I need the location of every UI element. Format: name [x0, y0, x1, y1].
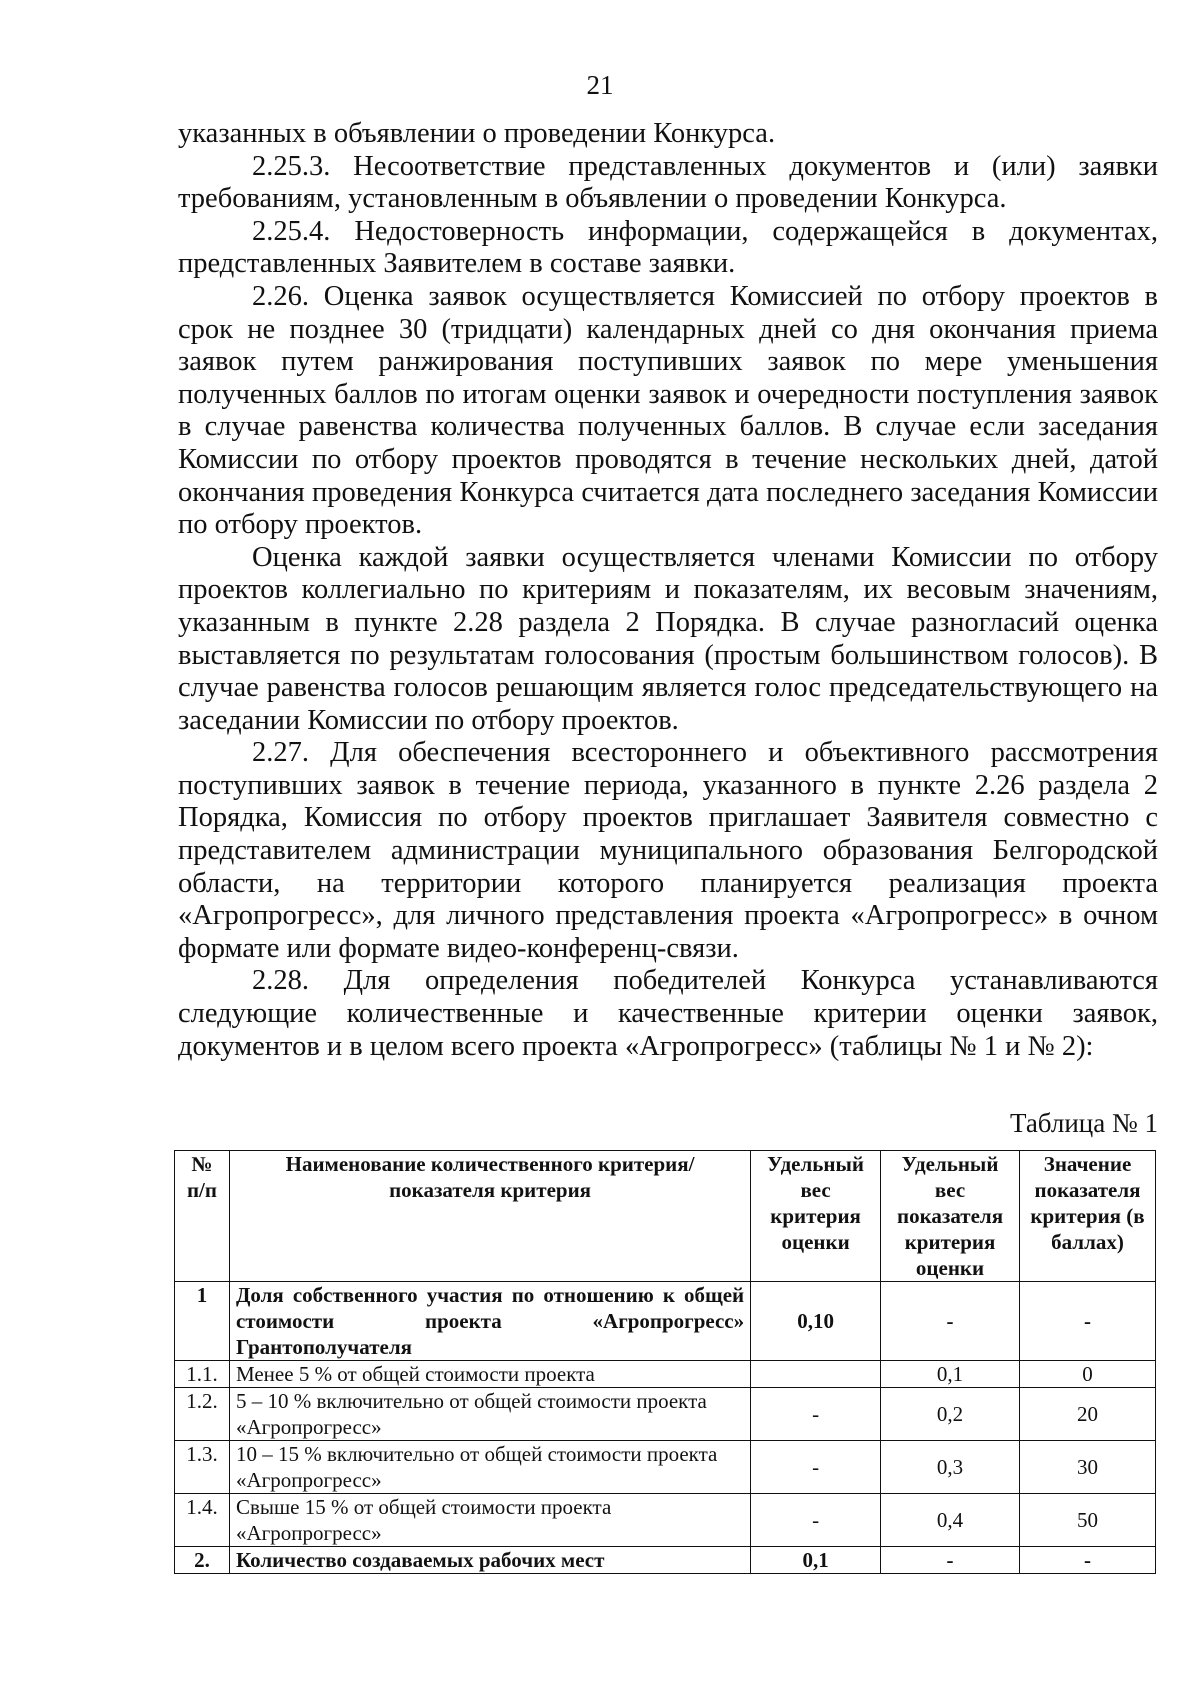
table-row [175, 1388, 1156, 1441]
row-score: 30 [1020, 1441, 1156, 1494]
row-indicator-weight: 0,4 [881, 1494, 1020, 1547]
table-caption: Таблица № 1 [1010, 1108, 1158, 1138]
table-header-row [175, 1151, 1156, 1282]
row-criterion-name: Количество создаваемых рабочих мест [229, 1547, 750, 1574]
row-indicator-weight: - [881, 1547, 1020, 1574]
row-criterion-weight: - [751, 1388, 881, 1441]
header-score: Значение показателя критерия (в баллах) [1020, 1151, 1156, 1282]
paragraph: 2.28. Для определения победителей Конкурса устанавливаются следующие количественные и качественные критерии оценки заявок, документов и в целом всего проекта «Агропрогресс» (таблицы № 1 и № 2): [178, 965, 1158, 1062]
row-number: 1.3. [175, 1441, 230, 1494]
header-criterion-name: Наименование количественного критерия/показателя критерия [229, 1151, 750, 1282]
header-criterion-weight: Удельный вес критерия оценки [751, 1151, 881, 1282]
row-criterion-name: Свыше 15 % от общей стоимости проекта «Агропрогресс» [229, 1494, 750, 1547]
row-indicator-weight: 0,1 [881, 1361, 1020, 1388]
row-number: 1 [175, 1282, 230, 1361]
table-row [175, 1361, 1156, 1388]
criteria-table [174, 1150, 1156, 1574]
row-number: 1.4. [175, 1494, 230, 1547]
table-row [175, 1441, 1156, 1494]
row-score: - [1020, 1547, 1156, 1574]
table-row [175, 1547, 1156, 1574]
paragraph: 2.25.4. Недостоверность информации, содержащейся в документах, представленных Заявителем в составе заявки. [178, 215, 1158, 280]
row-criterion-name: 10 – 15 % включительно от общей стоимости проекта «Агропрогресс» [229, 1441, 750, 1494]
paragraph: указанных в объявлении о проведении Конкурса. [178, 118, 776, 149]
paragraph: 2.25.3. Несоответствие представленных документов и (или) заявки требованиям, установленным в объявлении о проведении Конкурса. [178, 150, 1158, 215]
paragraph: 2.26. Оценка заявок осуществляется Комиссией по отбору проектов в срок не позднее 30 (тридцати) календарных дней со дня окончания приема заявок путем ранжирования поступивших заявок по мере уменьшения полученных баллов по итогам оценки заявок и очередности поступления заявок в случае равенства количества полученных баллов. В случае если заседания Комиссии по отбору проектов проводятся в течение нескольких дней, датой окончания проведения Конкурса считается дата последнего заседания Комиссии по отбору проектов. [178, 280, 1158, 541]
page-number: 21 [586, 70, 614, 100]
row-criterion-weight: - [751, 1441, 881, 1494]
row-indicator-weight: - [881, 1282, 1020, 1361]
row-score: - [1020, 1282, 1156, 1361]
row-score: 0 [1020, 1361, 1156, 1388]
paragraph: 2.27. Для обеспечения всестороннего и объективного рассмотрения поступивших заявок в течение периода, указанного в пункте 2.26 раздела 2 Порядка, Комиссия по отбору проектов приглашает Заявителя совместно с представителем администрации муниципального образования Белгородской области, на территории которого планируется реализация проекта «Агропрогресс», для личного представления проекта «Агропрогресс» в очном формате или формате видео-конференц-связи. [178, 737, 1158, 964]
row-criterion-name: 5 – 10 % включительно от общей стоимости проекта «Агропрогресс» [229, 1388, 750, 1441]
header-number: № п/п [175, 1151, 230, 1282]
row-criterion-weight: - [751, 1494, 881, 1547]
document-body [178, 118, 1158, 1063]
row-score: 50 [1020, 1494, 1156, 1547]
row-number: 1.2. [175, 1388, 230, 1441]
row-score: 20 [1020, 1388, 1156, 1441]
row-criterion-name: Доля собственного участия по отношению к общей стоимости проекта «Агропрогресс» Грантополучателя [229, 1282, 750, 1361]
row-indicator-weight: 0,2 [881, 1388, 1020, 1441]
paragraph: Оценка каждой заявки осуществляется членами Комиссии по отбору проектов коллегиально по критериям и показателям, их весовым значениям, указанным в пункте 2.28 раздела 2 Порядка. В случае разногласий оценка выставляется по результатам голосования (простым большинством голосов). В случае равенства голосов решающим является голос председательствующего на заседании Комиссии по отбору проектов. [178, 541, 1158, 736]
row-criterion-name: Менее 5 % от общей стоимости проекта [229, 1361, 750, 1388]
row-number: 1.1. [175, 1361, 230, 1388]
row-criterion-weight: 0,10 [751, 1282, 881, 1361]
row-indicator-weight: 0,3 [881, 1441, 1020, 1494]
row-number: 2. [175, 1547, 230, 1574]
row-criterion-weight: 0,1 [751, 1547, 881, 1574]
table-row [175, 1494, 1156, 1547]
table-row [175, 1282, 1156, 1361]
row-criterion-weight [751, 1361, 881, 1388]
header-indicator-weight: Удельный вес показателя критерия оценки [881, 1151, 1020, 1282]
